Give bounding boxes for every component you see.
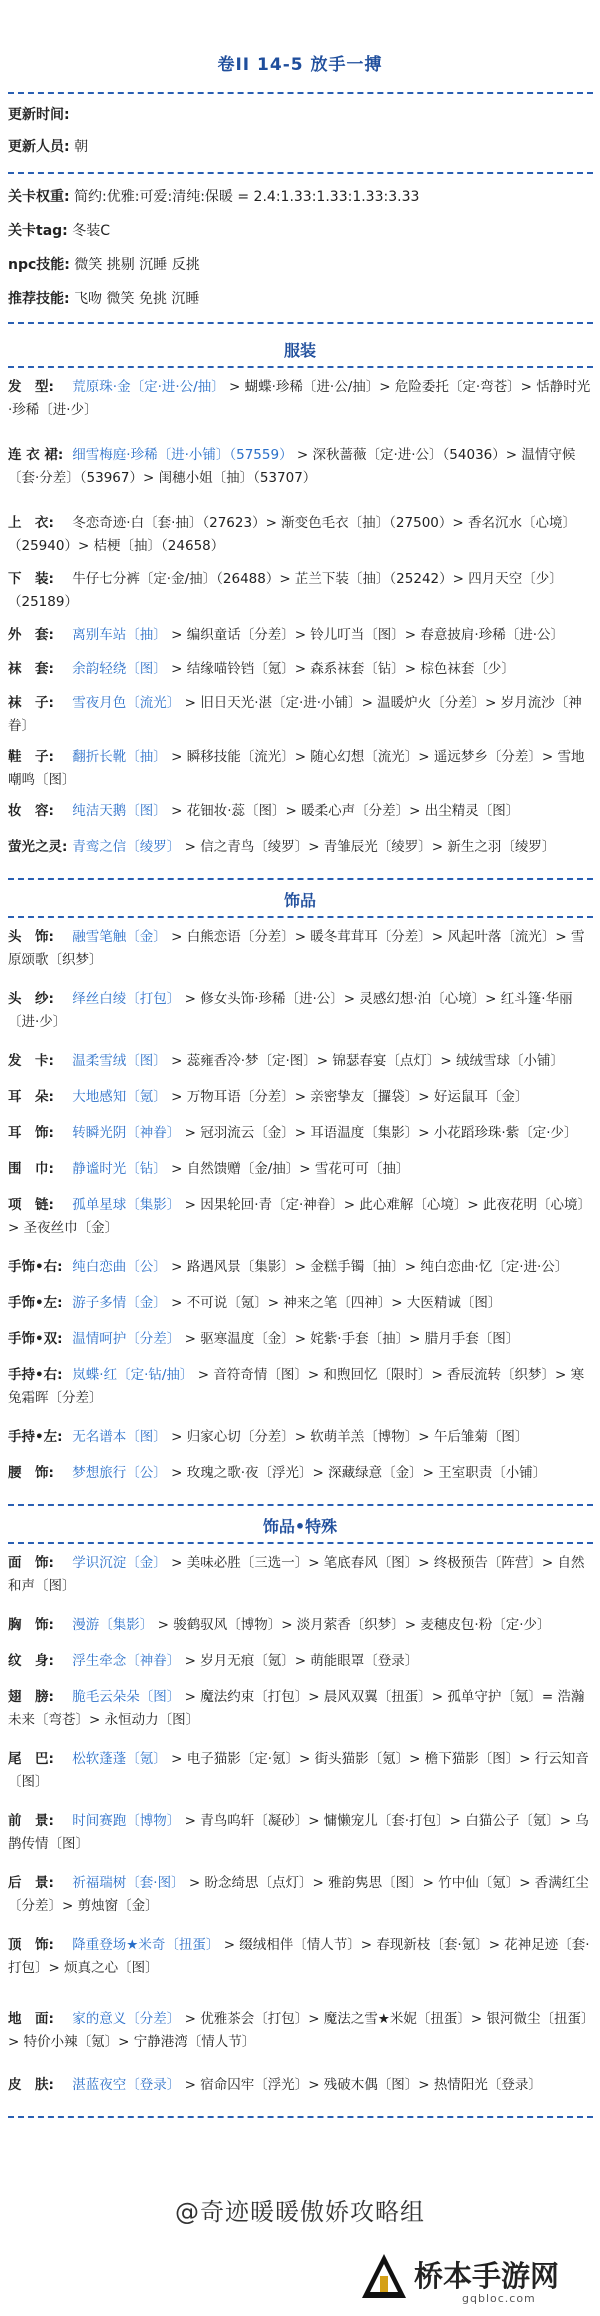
slot-label: 胸 饰:: [8, 1617, 54, 1633]
best-item: 无名谱本〔图〕: [72, 1429, 167, 1445]
slot-label: 翅 膀:: [8, 1689, 54, 1705]
info-value: 飞吻 微笑 免挑 沉睡: [74, 291, 200, 307]
bridge-logo-icon: [360, 2252, 408, 2300]
info-line: [8, 104, 593, 126]
slot-label: 头 纱:: [8, 991, 54, 1007]
list-item: [8, 1934, 593, 1980]
slot-label: 腰 饰:: [8, 1465, 54, 1481]
divider: [8, 916, 593, 918]
alternatives: > 优雅茶会〔打包〕> 魔法之雪★米妮〔扭蛋〕> 银河微尘〔扭蛋〕> 特价小辣〔氪〕> 宁静港湾〔情人节〕: [8, 2011, 588, 2050]
best-item: 荒原珠·金〔定·进·公/抽〕: [72, 379, 225, 395]
logo-name: 桥本手游网: [414, 2259, 560, 2293]
best-item: 孤单星球〔集影〕: [72, 1197, 181, 1213]
slot-label: 手持•右:: [8, 1367, 63, 1383]
list-item: [8, 1462, 593, 1485]
alternatives: > 归家心切〔分差〕> 软萌羊羔〔博物〕> 午后雏菊〔图〕: [171, 1429, 529, 1445]
best-item: 绎丝白绫〔打包〕: [72, 991, 181, 1007]
author-watermark: @奇迹暖暖傲娇攻略组: [175, 2198, 425, 2226]
divider: [8, 366, 593, 368]
slot-label: 头 饰:: [8, 929, 54, 945]
best-item: 漫游〔集影〕: [72, 1617, 154, 1633]
alternatives: > 结缘喵铃铛〔氪〕> 森系袜套〔钻〕> 棕色袜套〔少〕: [171, 661, 515, 677]
best-item: 融雪笔触〔金〕: [72, 929, 167, 945]
best-item: 雪夜月色〔流光〕: [72, 695, 181, 711]
best-item: 温柔雪绒〔图〕: [72, 1053, 167, 1069]
alternatives: > 音符奇情〔图〕> 和煦回忆〔限时〕> 香辰流转〔织梦〕> 寒兔霜晖〔分差〕: [8, 1367, 585, 1406]
best-item: 时间赛跑〔博物〕: [72, 1813, 181, 1829]
best-item: 降重登场★米奇〔扭蛋〕: [72, 1937, 220, 1953]
list-item: [8, 376, 593, 422]
divider: [8, 878, 593, 880]
alternatives: > 蝴蝶·珍稀〔进·公/抽〕> 危险委托〔定·弯苍〕> 恬静时光·珍稀〔进·少〕: [8, 379, 591, 418]
slot-label: 发 型:: [8, 379, 54, 395]
slot-label: 袜 子:: [8, 695, 54, 711]
best-item: 学识沉淀〔金〕: [72, 1555, 167, 1571]
alternatives: > 冠羽流云〔金〕> 耳语温度〔集影〕> 小花蹈珍珠·紫〔定·少〕: [184, 1125, 578, 1141]
alternatives: > 花钿妆·蕊〔图〕> 暖柔心声〔分差〕> 出尘精灵〔图〕: [171, 803, 520, 819]
info-key: 关卡权重:: [8, 189, 70, 205]
alternatives: > 青鸟呜轩〔凝砂〕> 慵懒宠儿〔套·打包〕> 白猫公子〔氪〕> 乌鹊传情〔图〕: [8, 1813, 589, 1852]
list-item: [8, 512, 593, 558]
alternatives: > 路遇风景〔集影〕> 金糕手镯〔抽〕> 纯白恋曲·忆〔定·进·公〕: [171, 1259, 569, 1275]
slot-label: 耳 饰:: [8, 1125, 54, 1141]
list-item: [8, 1050, 593, 1073]
slot-label: 鞋 子:: [8, 749, 54, 765]
info-key: 关卡tag:: [8, 223, 68, 239]
info-value: 冬装C: [72, 223, 110, 239]
divider: [8, 1542, 593, 1544]
best-item: 梦想旅行〔公〕: [72, 1465, 167, 1481]
list-item: [8, 836, 593, 859]
divider: [8, 1504, 593, 1506]
alternatives: > 不可说〔氪〕> 神来之笔〔四神〕> 大医精诚〔图〕: [171, 1295, 502, 1311]
list-item: [8, 1748, 593, 1794]
info-value: 简约:优雅:可爱:清纯:保暖 = 2.4:1.33:1.33:1.33:3.33: [74, 189, 420, 205]
alternatives: > 驱寒温度〔金〕> 姹紫·手套〔抽〕> 腊月手套〔图〕: [184, 1331, 520, 1347]
info-value: 朝: [74, 139, 89, 155]
list-item: [8, 1122, 593, 1145]
alternatives: > 魔法约束〔打包〕> 晨风双翼〔扭蛋〕> 孤单守护〔氪〕= 浩瀚未来〔弯苍〕> 永恒动力〔图〕: [8, 1689, 585, 1728]
list-item: [8, 692, 593, 738]
list-item: [8, 1194, 593, 1240]
list-item: [8, 1614, 593, 1637]
slot-label: 外 套:: [8, 627, 54, 643]
alternatives: > 玫瑰之歌·夜〔浮光〕> 深藏绿意〔金〕> 王室职责〔小铺〕: [171, 1465, 547, 1481]
slot-label: 上 衣:: [8, 515, 54, 531]
info-line: [8, 220, 593, 242]
section-title-accessories: 饰品: [283, 891, 316, 910]
list-item: [8, 1256, 593, 1279]
alternatives: > 瞬移技能〔流光〕> 随心幻想〔流光〕> 遥远梦乡〔分差〕> 雪地嘲鸣〔图〕: [8, 749, 585, 788]
alternatives: > 编织童话〔分差〕> 铃儿叮当〔图〕> 春意披肩·珍稀〔进·公〕: [171, 627, 564, 643]
slot-label: 手饰•左:: [8, 1295, 63, 1311]
info-key: npc技能:: [8, 257, 70, 273]
alternatives: > 白熊恋语〔分差〕> 暖冬茸茸耳〔分差〕> 风起叶落〔流光〕> 雪原颂歌〔织梦〕: [8, 929, 585, 968]
list-item: [8, 800, 593, 823]
list-item: [8, 746, 593, 792]
slot-label: 发 卡:: [8, 1053, 54, 1069]
best-item: 湛蓝夜空〔登录〕: [72, 2077, 181, 2093]
alternatives: 冬恋奇迹·白〔套·抽〕（27623）> 渐变色毛衣〔抽〕（27500）> 香名沉水〔心境〕（25940）> 桔梗〔抽〕（24658）: [8, 515, 576, 554]
slot-label: 萤光之灵:: [8, 839, 68, 855]
slot-label: 顶 饰:: [8, 1937, 54, 1953]
best-item: 纯洁天鹅〔图〕: [72, 803, 167, 819]
best-item: 温情呵护〔分差〕: [72, 1331, 181, 1347]
list-item: [8, 1292, 593, 1315]
alternatives: > 美味必胜〔三选一〕> 笔底春风〔图〕> 终极预告〔阵营〕> 自然和声〔图〕: [8, 1555, 585, 1594]
slot-label: 面 饰:: [8, 1555, 54, 1571]
alternatives: > 信之青鸟〔绫罗〕> 青雏辰光〔绫罗〕> 新生之羽〔绫罗〕: [184, 839, 556, 855]
alternatives: > 骏鹤驭风〔博物〕> 淡月萦香〔织梦〕> 麦穗皮包·粉〔定·少〕: [157, 1617, 551, 1633]
section-title-clothing: 服装: [283, 341, 316, 360]
info-key: 推荐技能:: [8, 291, 70, 307]
section-title-special-accessories: 饰品•特殊: [262, 1517, 338, 1536]
alternatives: > 因果轮回·青〔定·神眷〕> 此心难解〔心境〕> 此夜花明〔心境〕> 圣夜丝巾〔金〕: [8, 1197, 591, 1236]
best-item: 岚蝶·红〔定·钻/抽〕: [72, 1367, 194, 1383]
best-item: 浮生牵念〔神眷〕: [72, 1653, 181, 1669]
best-item: 脆毛云朵朵〔图〕: [72, 1689, 181, 1705]
best-item: 静谧时光〔钻〕: [72, 1161, 167, 1177]
list-item: [8, 658, 593, 681]
list-item: [8, 1650, 593, 1673]
best-item: 翻折长靴〔抽〕: [72, 749, 167, 765]
divider: [8, 2116, 593, 2118]
list-item: [8, 1426, 593, 1449]
alternatives: > 自然馈赠〔金/抽〕> 雪花可可〔抽〕: [171, 1161, 410, 1177]
slot-label: 手饰•右:: [8, 1259, 63, 1275]
list-item: [8, 1686, 593, 1732]
list-item: [8, 2074, 593, 2097]
list-item: [8, 1552, 593, 1598]
info-line: [8, 136, 593, 158]
alternatives: > 旧日天光·湛〔定·进·小铺〕> 温暖炉火〔分差〕> 岁月流沙〔神眷〕: [8, 695, 582, 734]
best-item: 转瞬光阴〔神眷〕: [72, 1125, 181, 1141]
alternatives: > 修女头饰·珍稀〔进·公〕> 灵感幻想·泊〔心境〕> 红斗篷·华丽〔进·少〕: [8, 991, 573, 1030]
slot-label: 连 衣 裙:: [8, 447, 64, 463]
alternatives: > 盼念绮思〔点灯〕> 雅韵隽思〔图〕> 竹中仙〔氪〕> 香满红尘〔分差〕> 剪烛窗〔金〕: [8, 1875, 589, 1914]
best-item: 祈福瑞树〔套·图〕: [72, 1875, 185, 1891]
list-item: [8, 1810, 593, 1856]
list-item: [8, 1328, 593, 1351]
list-item: [8, 988, 593, 1034]
info-line: [8, 288, 593, 310]
best-item: 大地感知〔氪〕: [72, 1089, 167, 1105]
slot-label: 皮 肤:: [8, 2077, 54, 2093]
slot-label: 项 链:: [8, 1197, 54, 1213]
list-item: [8, 926, 593, 972]
list-item: [8, 1364, 593, 1410]
slot-label: 下 装:: [8, 571, 54, 587]
list-item: [8, 2008, 593, 2054]
best-item: 青鸾之信〔绫罗〕: [72, 839, 181, 855]
alternatives: > 宿命囚牢〔浮光〕> 残破木偶〔图〕> 热情阳光〔登录〕: [184, 2077, 542, 2093]
divider: [8, 322, 593, 324]
logo-url: gqbloc.com: [462, 2292, 536, 2305]
slot-label: 尾 巴:: [8, 1751, 54, 1767]
slot-label: 手饰•双:: [8, 1331, 63, 1347]
list-item: [8, 1158, 593, 1181]
alternatives: > 岁月无痕〔氪〕> 萌能眼罩〔登录〕: [184, 1653, 419, 1669]
info-value: 微笑 挑剔 沉睡 反挑: [74, 257, 200, 273]
best-item: 离别车站〔抽〕: [72, 627, 167, 643]
slot-label: 前 景:: [8, 1813, 54, 1829]
alternatives: > 缀绒相伴〔情人节〕> 春现新枝〔套·氪〕> 花神足迹〔套·打包〕> 烦真之心〔图〕: [8, 1937, 590, 1976]
list-item: [8, 1872, 593, 1918]
slot-label: 纹 身:: [8, 1653, 54, 1669]
best-item: 松软蓬蓬〔氪〕: [72, 1751, 167, 1767]
alternatives: 牛仔七分裤〔定·金/抽〕（26488）> 芷兰下装〔抽〕（25242）> 四月天空〔少〕（25189）: [8, 571, 563, 610]
alternatives: > 电子猫影〔定·氪〕> 街头猫影〔氪〕> 檐下猫影〔图〕> 行云知音〔图〕: [8, 1751, 589, 1790]
best-item: 纯白恋曲〔公〕: [72, 1259, 167, 1275]
best-item: 余韵轻绕〔图〕: [72, 661, 167, 677]
list-item: [8, 624, 593, 647]
slot-label: 袜 套:: [8, 661, 54, 677]
list-item: [8, 1086, 593, 1109]
alternatives: > 深秋蔷薇〔定·进·公〕（54036）> 温情守候〔套·分差〕（53967）> 闺穗小姐〔抽〕（53707）: [8, 447, 576, 486]
divider: [8, 172, 593, 174]
best-item: 细雪梅庭·珍稀〔进·小铺〕（57559）: [72, 447, 293, 463]
slot-label: 妆 容:: [8, 803, 54, 819]
list-item: [8, 568, 593, 614]
divider: [8, 92, 593, 94]
slot-label: 后 景:: [8, 1875, 54, 1891]
info-key: 更新时间:: [8, 107, 70, 123]
slot-label: 围 巾:: [8, 1161, 54, 1177]
info-line: [8, 254, 593, 276]
info-key: 更新人员:: [8, 139, 70, 155]
best-item: 游子多情〔金〕: [72, 1295, 167, 1311]
alternatives: > 蕊雍香冷·梦〔定·图〕> 锦瑟春宴〔点灯〕> 绒绒雪球〔小铺〕: [171, 1053, 564, 1069]
list-item: [8, 444, 593, 490]
slot-label: 地 面:: [8, 2011, 54, 2027]
site-logo[interactable]: [350, 2248, 600, 2316]
slot-label: 手持•左:: [8, 1429, 63, 1445]
slot-label: 耳 朵:: [8, 1089, 54, 1105]
page-title: 卷II 14-5 放手一搏: [217, 55, 383, 75]
best-item: 家的意义〔分差〕: [72, 2011, 181, 2027]
alternatives: > 万物耳语〔分差〕> 亲密挚友〔攞袋〕> 好运鼠耳〔金〕: [171, 1089, 529, 1105]
info-line: [8, 186, 593, 208]
